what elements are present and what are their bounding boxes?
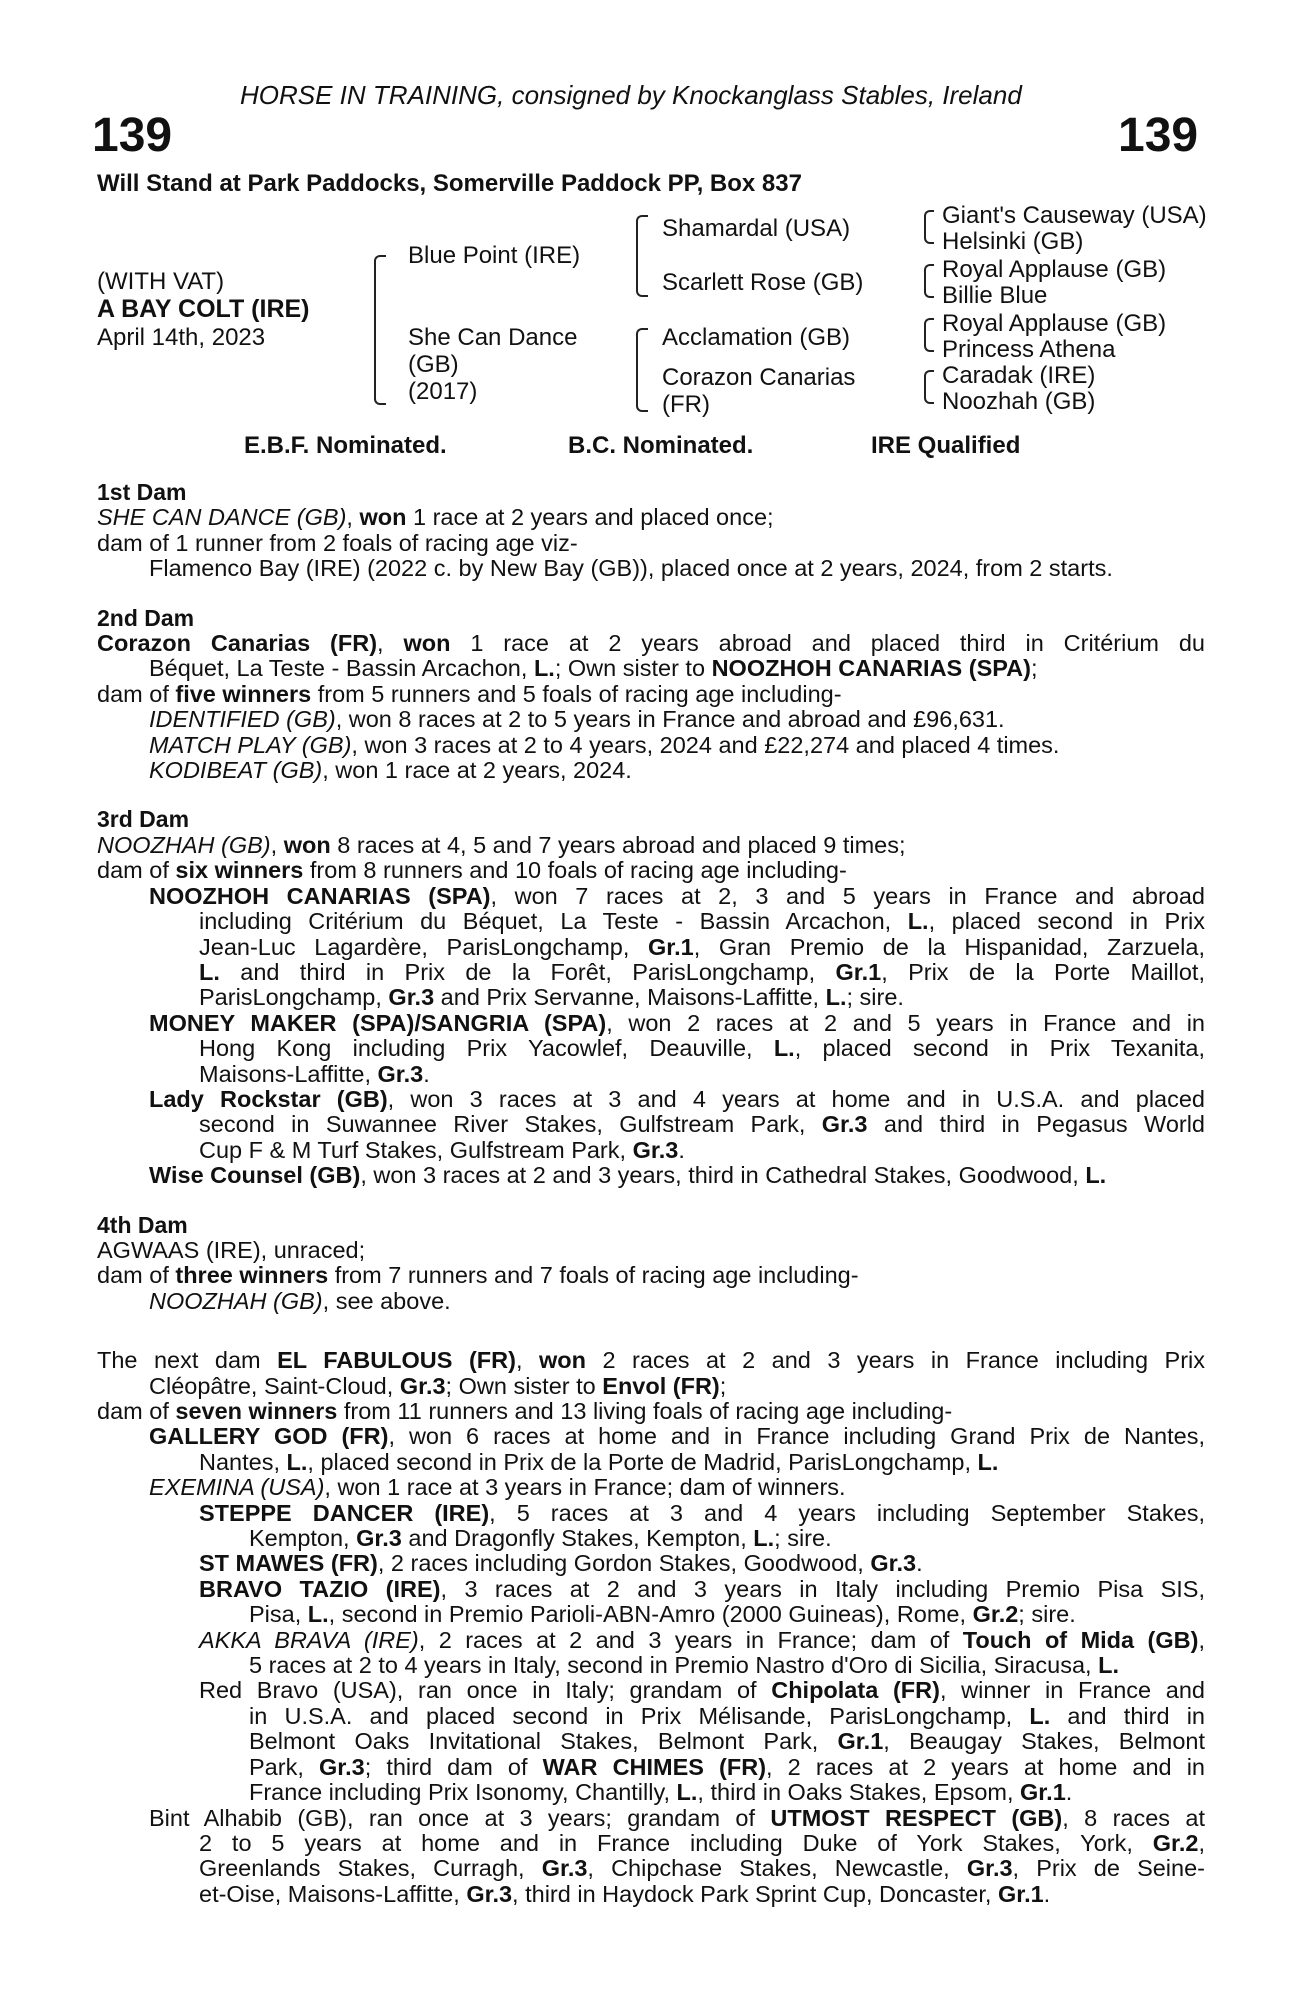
text-span: , xyxy=(346,504,360,531)
text-line xyxy=(97,1526,1205,1551)
text-span: , xyxy=(1198,1829,1205,1856)
text-span: L. xyxy=(307,1601,329,1628)
text-span: , 8 races at xyxy=(1062,1804,1206,1831)
text-span: L. xyxy=(773,1035,795,1062)
text-span: . xyxy=(1065,1779,1073,1806)
text-line xyxy=(97,1678,1205,1703)
gg-4: Billie Blue xyxy=(942,282,1048,309)
text-span: L. xyxy=(533,655,555,682)
consignment-header: HORSE IN TRAINING, consigned by Knockanglass Stables, Ireland xyxy=(240,80,1022,110)
text-line xyxy=(97,631,1205,656)
text-span: 8 races at 4, 5 and 7 years abroad and placed 9 times; xyxy=(330,831,906,858)
text-span: seven winners xyxy=(175,1398,338,1424)
text-span: ST MAWES (FR) xyxy=(199,1550,378,1577)
text-span: and third in Prix de la Forêt, ParisLongchamp, xyxy=(219,958,836,985)
text-span: BRAVO TAZIO (IRE) xyxy=(199,1575,441,1602)
text-span: including Critérium du Béquet, La Teste - Bassin Arcachon, xyxy=(199,908,908,935)
text-span: ; Own sister to xyxy=(554,655,712,682)
text-span: Cup F & M Turf Stakes, Gulfstream Park, xyxy=(199,1136,633,1163)
section-title: 1st Dam xyxy=(97,479,187,505)
text-span: SHE CAN DANCE (GB) xyxy=(97,504,347,531)
text-line xyxy=(97,1653,1205,1678)
text-span: NOOZHAH (GB) xyxy=(149,1287,323,1314)
text-span: ; third dam of xyxy=(364,1753,543,1780)
text-line xyxy=(97,1163,1205,1188)
text-line xyxy=(97,1011,1205,1036)
text-span: Wise Counsel (GB) xyxy=(149,1162,361,1189)
text-span: , Prix de Seine- xyxy=(1012,1855,1205,1882)
pedigree-bracket-g34 xyxy=(924,264,934,298)
text-span: NOOZHOH CANARIAS (SPA) xyxy=(149,882,491,909)
sire: Blue Point (IRE) xyxy=(408,242,581,269)
section-3 xyxy=(97,807,1205,1188)
text-span: and Dragonfly Stakes, Kempton, xyxy=(401,1525,754,1552)
text-line xyxy=(97,1729,1205,1754)
text-span: MONEY MAKER (SPA)/SANGRIA (SPA) xyxy=(149,1009,607,1036)
stand-location: Will Stand at Park Paddocks, Somerville Paddock PP, Box 837 xyxy=(97,170,802,197)
text-span: , Prix de la Porte Maillot, xyxy=(881,958,1205,985)
text-span: Maisons-Laffitte, xyxy=(199,1060,378,1087)
text-span: , xyxy=(377,630,404,657)
text-line xyxy=(97,1450,1205,1475)
text-span: . xyxy=(678,1136,685,1163)
text-span: ; xyxy=(719,1372,727,1399)
text-span: 1 race at 2 years abroad and placed third in Critérium du xyxy=(450,630,1205,657)
text-span: Envol (FR) xyxy=(602,1372,720,1399)
dam-line-3: (2017) xyxy=(408,378,478,405)
text-line xyxy=(97,556,1205,581)
text-line xyxy=(97,531,1205,556)
text-span: , xyxy=(1198,1626,1205,1653)
text-span: Gr.1 xyxy=(997,1880,1044,1907)
text-line xyxy=(97,1263,1205,1288)
text-span: , won 3 races at 2 to 4 years, 2024 and £22,274 and placed 4 times. xyxy=(351,731,1060,758)
text-span: , xyxy=(270,831,284,858)
text-span: Nantes, xyxy=(199,1448,287,1475)
text-span: L. xyxy=(1085,1162,1107,1189)
text-span: from 7 runners and 7 foals of racing age including- xyxy=(328,1262,859,1289)
section-title: 4th Dam xyxy=(97,1211,188,1238)
text-line xyxy=(97,682,1205,707)
text-span: , won 2 races at 2 and 5 years in France and in xyxy=(606,1009,1205,1036)
lot-number-left: 139 xyxy=(92,109,173,162)
text-span: NOOZHOH CANARIAS (SPA) xyxy=(711,655,1031,682)
text-line xyxy=(97,1882,1205,1907)
text-span: Cléopâtre, Saint-Cloud, xyxy=(149,1372,400,1399)
text-span: dam of xyxy=(97,1262,176,1289)
text-span: and third in xyxy=(1050,1702,1205,1729)
text-span: dam of xyxy=(97,1398,176,1424)
text-span: ; sire. xyxy=(846,984,904,1011)
text-span: Béquet, La Teste - Bassin Arcachon, xyxy=(149,655,534,682)
text-line xyxy=(97,1780,1205,1805)
text-span: , see above. xyxy=(322,1287,451,1314)
dam-line-2: (GB) xyxy=(408,351,459,378)
text-span: 1 race at 2 years and placed once; xyxy=(406,504,774,531)
text-span: Lady Rockstar (GB) xyxy=(149,1085,388,1112)
text-span: , won 1 race at 3 years in France; dam of winners. xyxy=(324,1474,846,1501)
text-span: Bint Alhabib (GB), ran once at 3 years; grandam of xyxy=(149,1804,771,1831)
text-span: dam of 1 runner from 2 foals of racing age viz- xyxy=(97,529,578,556)
section-title: 2nd Dam xyxy=(97,604,195,631)
text-line xyxy=(97,1087,1205,1112)
text-line xyxy=(97,1856,1205,1881)
text-span: GALLERY GOD (FR) xyxy=(149,1423,389,1450)
text-line xyxy=(97,1238,1205,1263)
ebf-nomination: E.B.F. Nominated. xyxy=(244,432,447,459)
text-span: Gr.3 xyxy=(356,1525,402,1552)
text-line xyxy=(97,505,1205,530)
text-span: L. xyxy=(1098,1652,1120,1679)
text-span: Gr.3 xyxy=(377,1060,424,1087)
text-line xyxy=(97,1806,1205,1831)
text-span: , 5 races at 3 and 4 years including September Stakes, xyxy=(489,1499,1205,1526)
text-line xyxy=(97,1831,1205,1856)
text-span: Red Bravo (USA), ran once in Italy; grandam of xyxy=(199,1677,772,1704)
text-line xyxy=(97,758,1205,783)
text-span: five winners xyxy=(175,680,312,707)
text-span: and Prix Servanne, Maisons-Laffitte, xyxy=(434,984,826,1011)
text-span: 5 races at 2 to 4 years in Italy, second in Premio Nastro d'Oro di Sicilia, Siracusa, xyxy=(249,1652,1099,1679)
text-span: L. xyxy=(753,1525,775,1552)
text-span: , xyxy=(515,1347,539,1374)
text-span: , won 7 races at 2, 3 and 5 years in France and abroad xyxy=(490,882,1205,909)
gg-5: Royal Applause (GB) xyxy=(942,310,1167,337)
family-notes xyxy=(97,480,1205,1907)
ire-qualified: IRE Qualified xyxy=(871,432,1021,459)
text-span: Gr.1 xyxy=(648,933,694,960)
text-span: from 5 runners and 5 foals of racing age including- xyxy=(311,680,842,707)
text-span: L. xyxy=(286,1448,308,1475)
text-span: and third in Pegasus World xyxy=(867,1111,1205,1138)
text-line xyxy=(97,1755,1205,1780)
text-line xyxy=(97,1602,1205,1627)
text-span: Gr.3 xyxy=(388,984,435,1011)
text-span: ; xyxy=(1030,655,1038,682)
text-span: . xyxy=(423,1060,430,1087)
text-span: , placed second in Prix xyxy=(928,908,1206,935)
text-span: Gr.3 xyxy=(821,1111,868,1138)
text-span: EXEMINA (USA) xyxy=(149,1474,325,1501)
text-line xyxy=(97,1348,1205,1373)
text-line xyxy=(97,1062,1205,1087)
text-span: six winners xyxy=(175,857,304,884)
text-span: Gr.3 xyxy=(541,1855,588,1882)
text-span: , 2 races including Gordon Stakes, Goodwood, xyxy=(377,1550,871,1577)
text-span: Gr.3 xyxy=(870,1550,917,1577)
gg-6: Princess Athena xyxy=(942,336,1116,363)
text-span: , Gran Premio de la Hispanidad, Zarzuela, xyxy=(693,933,1205,960)
text-span: Gr.3 xyxy=(318,1753,365,1780)
text-line xyxy=(97,1475,1205,1500)
pedigree-bracket-dam xyxy=(636,328,648,412)
text-span: , 2 races at 2 and 3 years in France; dam of xyxy=(418,1626,963,1653)
text-span: Greenlands Stakes, Curragh, xyxy=(199,1855,542,1882)
text-span: IDENTIFIED (GB) xyxy=(149,706,336,733)
text-span: ; Own sister to xyxy=(445,1372,603,1399)
text-span: Gr.2 xyxy=(972,1601,1019,1628)
pedigree-bracket-g78 xyxy=(924,370,934,404)
text-line xyxy=(97,833,1205,858)
text-line xyxy=(97,1704,1205,1729)
text-span: The next dam xyxy=(97,1347,278,1374)
text-span: Pisa, xyxy=(249,1601,308,1628)
section-2 xyxy=(97,606,1205,784)
text-span: , won 1 race at 2 years, 2024. xyxy=(322,757,632,784)
text-span: . xyxy=(916,1550,923,1577)
text-span: dam of xyxy=(97,680,176,707)
gg-7: Caradak (IRE) xyxy=(942,362,1096,389)
text-span: Chipolata (FR) xyxy=(771,1677,940,1704)
text-span: Gr.2 xyxy=(1152,1829,1199,1856)
horse-name: A BAY COLT (IRE) xyxy=(97,295,310,323)
text-line xyxy=(97,1577,1205,1602)
text-span: from 8 runners and 10 foals of racing age including- xyxy=(303,857,847,884)
foaling-date: April 14th, 2023 xyxy=(97,324,266,351)
text-line xyxy=(97,1628,1205,1653)
text-span: 2 to 5 years at home and in France including Duke of York Stakes, York, xyxy=(199,1829,1153,1856)
text-span: second in Suwannee River Stakes, Gulfstream Park, xyxy=(199,1111,822,1138)
text-span: , 3 races at 2 and 3 years in Italy including Premio Pisa SIS, xyxy=(440,1575,1205,1602)
section-title: 3rd Dam xyxy=(97,806,190,833)
gg-2: Helsinki (GB) xyxy=(942,228,1084,255)
text-span: , won 6 races at home and in France including Grand Prix de Nantes, xyxy=(388,1423,1206,1450)
text-span: Hong Kong including Prix Yacowlef, Deauville, xyxy=(199,1035,774,1062)
text-span: UTMOST RESPECT (GB) xyxy=(770,1804,1063,1831)
dam-sire: Acclamation (GB) xyxy=(662,324,851,351)
text-line xyxy=(97,1036,1205,1061)
text-span: , third in Oaks Stakes, Epsom, xyxy=(697,1779,1021,1806)
text-span: ; sire. xyxy=(774,1525,832,1552)
text-line xyxy=(97,1138,1205,1163)
text-span: . xyxy=(1043,1880,1051,1907)
text-span: Gr.1 xyxy=(835,958,882,985)
text-span: Kempton, xyxy=(249,1525,357,1552)
text-span: Corazon Canarias (FR) xyxy=(97,630,378,657)
text-span: , won 3 races at 3 and 4 years at home and in U.S.A. and placed xyxy=(387,1085,1205,1112)
text-span: , placed second in Prix de la Porte de Madrid, ParisLongchamp, xyxy=(307,1448,978,1475)
dam-dam-line-2: (FR) xyxy=(662,391,710,418)
text-span: , second in Premio Parioli-ABN-Amro (2000 Guineas), Rome, xyxy=(328,1601,973,1628)
section-5 xyxy=(97,1348,1205,1907)
text-span: 2 races at 2 and 3 years in France including Prix xyxy=(585,1347,1206,1374)
text-line xyxy=(97,656,1205,681)
text-line xyxy=(97,1399,1205,1424)
text-span: NOOZHAH (GB) xyxy=(97,831,271,858)
text-span: EL FABULOUS (FR) xyxy=(277,1347,516,1374)
text-line xyxy=(97,1374,1205,1399)
text-span: , 2 races at 2 years at home and in xyxy=(766,1753,1205,1780)
text-span: L. xyxy=(907,908,929,935)
pedigree-bracket-parents xyxy=(374,255,386,405)
text-span: Gr.1 xyxy=(1020,1779,1066,1806)
text-span: L. xyxy=(1029,1702,1051,1729)
pedigree-bracket-g12 xyxy=(924,210,934,244)
text-line xyxy=(97,1501,1205,1526)
text-span: , Beaugay Stakes, Belmont xyxy=(883,1728,1205,1755)
text-span: in U.S.A. and placed second in Prix Mélisande, ParisLongchamp, xyxy=(249,1702,1030,1729)
dam-line-1: She Can Dance xyxy=(408,324,578,351)
text-line xyxy=(97,1424,1205,1449)
text-line xyxy=(97,909,1205,934)
section-4 xyxy=(97,1213,1205,1315)
text-span: Touch of Mida (GB) xyxy=(962,1626,1199,1653)
sire-dam: Scarlett Rose (GB) xyxy=(662,269,864,296)
text-span: AGWAAS (IRE), unraced; xyxy=(97,1236,366,1263)
pedigree-bracket-sire xyxy=(636,215,648,297)
text-span: KODIBEAT (GB) xyxy=(149,757,323,784)
text-span: L. xyxy=(199,958,220,985)
text-span: Jean-Luc Lagardère, ParisLongchamp, xyxy=(199,933,648,960)
text-line xyxy=(97,960,1205,985)
text-span: three winners xyxy=(175,1262,329,1289)
vat-note: (WITH VAT) xyxy=(97,268,225,295)
text-line xyxy=(97,733,1205,758)
text-span: France including Prix Isonomy, Chantilly, xyxy=(249,1779,677,1806)
gg-1: Giant's Causeway (USA) xyxy=(942,202,1207,229)
text-span: ; sire. xyxy=(1018,1601,1076,1628)
text-span: et-Oise, Maisons-Laffitte, xyxy=(199,1880,467,1907)
text-line xyxy=(97,1551,1205,1576)
text-span: , Chipchase Stakes, Newcastle, xyxy=(587,1855,967,1882)
gg-3: Royal Applause (GB) xyxy=(942,256,1167,283)
text-line xyxy=(97,985,1205,1010)
text-span: ParisLongchamp, xyxy=(199,984,389,1011)
text-span: , won 8 races at 2 to 5 years in France and abroad and £96,631. xyxy=(335,706,1005,733)
text-span: Gr.1 xyxy=(837,1728,884,1755)
text-span: won xyxy=(283,831,331,858)
lot-number-right: 139 xyxy=(1118,109,1199,162)
text-span: L. xyxy=(977,1448,999,1475)
bc-nomination: B.C. Nominated. xyxy=(568,432,754,459)
section-1 xyxy=(97,480,1205,582)
text-span: , placed second in Prix Texanita, xyxy=(794,1035,1205,1062)
text-span: L. xyxy=(676,1779,698,1806)
sire-sire: Shamardal (USA) xyxy=(662,215,851,242)
text-line xyxy=(97,935,1205,960)
text-line xyxy=(97,707,1205,732)
text-line xyxy=(97,1289,1205,1314)
text-span: STEPPE DANCER (IRE) xyxy=(199,1499,490,1526)
text-span: won xyxy=(359,504,407,531)
text-span: Gr.3 xyxy=(399,1372,446,1399)
text-span: Park, xyxy=(249,1753,319,1780)
text-span: Gr.3 xyxy=(966,1855,1013,1882)
text-span: , won 3 races at 2 and 3 years, third in Cathedral Stakes, Goodwood, xyxy=(360,1162,1086,1189)
text-line xyxy=(97,884,1205,909)
text-line xyxy=(97,858,1205,883)
pedigree-bracket-g56 xyxy=(924,318,934,352)
text-span: dam of xyxy=(97,857,176,884)
text-span: L. xyxy=(825,984,847,1011)
text-span: won xyxy=(403,630,451,657)
text-span: won xyxy=(538,1347,586,1374)
text-span: from 11 runners and 13 living foals of racing age including- xyxy=(337,1398,953,1424)
text-span: , third in Haydock Park Sprint Cup, Doncaster, xyxy=(512,1880,998,1907)
text-span: Flamenco Bay (IRE) (2022 c. by New Bay (GB)), placed once at 2 years, 2024, from 2 starts. xyxy=(149,555,1113,582)
text-span: , winner in France and xyxy=(939,1677,1206,1704)
dam-dam-line-1: Corazon Canarias xyxy=(662,364,856,391)
text-span: Gr.3 xyxy=(632,1136,679,1163)
text-line xyxy=(97,1112,1205,1137)
text-span: Belmont Oaks Invitational Stakes, Belmont Park, xyxy=(249,1728,838,1755)
text-span: MATCH PLAY (GB) xyxy=(149,731,352,758)
text-span: Gr.3 xyxy=(466,1880,513,1907)
gg-8: Noozhah (GB) xyxy=(942,388,1096,415)
text-span: WAR CHIMES (FR) xyxy=(542,1753,767,1780)
text-span: AKKA BRAVA (IRE) xyxy=(199,1626,419,1653)
